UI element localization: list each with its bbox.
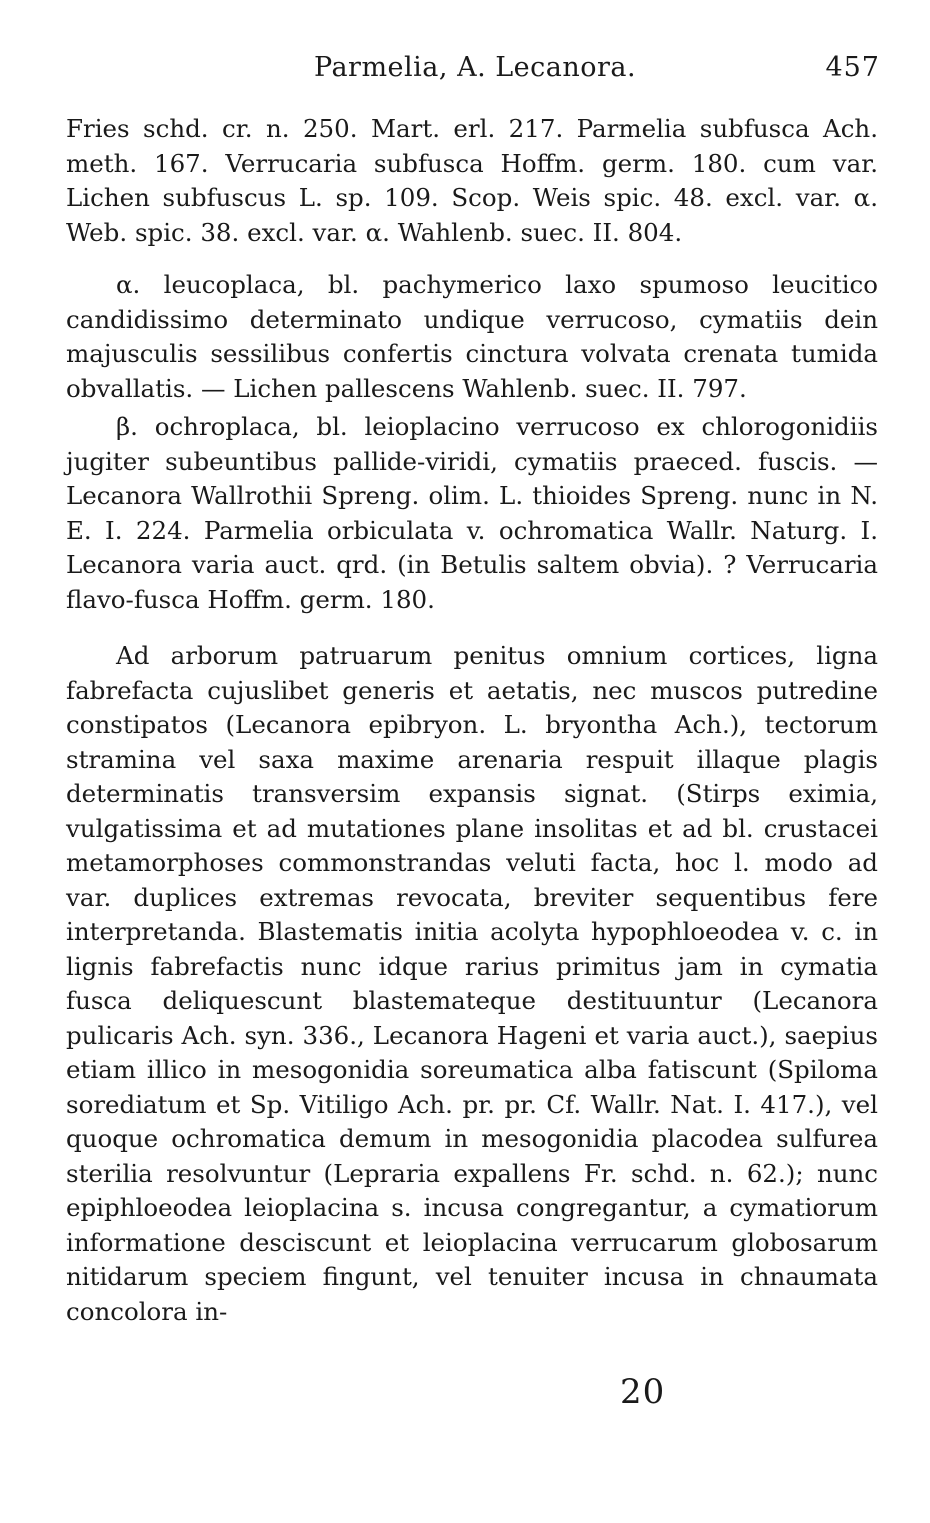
synonymy-block: Fries schd. cr. n. 250. Mart. erl. 217. Parmelia subfusca Ach. meth. 167. Verrucaria subfusca Hoffm. germ. 180. cum var. Lichen subfuscus L. sp. 109. Scop. Weis spic. 48. excl. var. α. Web. spic. 38. excl. var. α. Wahlenb. suec. II. 804. — [66, 114, 878, 247]
page-header — [66, 52, 880, 92]
body-text — [66, 112, 878, 1329]
running-title: Parmelia, A. Lecanora. — [314, 52, 637, 83]
main-paragraph: Ad arborum patruarum penitus omnium cortices, ligna fabrefacta cujuslibet generis et aetatis, nec muscos putredine constipatos (Lecanora epibryon. L. bryontha Ach.), tectorum stramina vel saxa maxime arenaria respuit illaque plagis determinatis transversim expansis signat. (Stirps eximia, vulgatissima et ad mutationes plane insolitas et ad bl. crustacei metamorphoses commonstrandas veluti facta, hoc l. modo ad var. duplices extremas revocata, breviter sequentibus fere interpretanda. Blastematis initia acolyta hypophloeodea v. c. in lignis fabrefactis nunc idque rarius primitus jam in cymatia fusca deliquescunt blastemateque destituuntur (Lecanora pulicaris Ach. syn. 336., Lecanora Hageni et varia auct.), saepius etiam illico in mesogonidia soreumatica alba fatiscunt (Spiloma sorediatum et Sp. Vitiligo Ach. pr. pr. Cf. Wallr. Nat. I. 417.), vel quoque ochromatica demum in mesogonidia placodea sulfurea sterilia resolvuntur (Lepraria expallens Fr. schd. n. 62.); nunc epiphloeodea leioplacina s. incusa congregantur, a cymatiorum informatione desciscunt et leioplacina verrucarum globosarum nitidarum speciem fingunt, vel tenuiter incusa in chnaumata concolora in- — [66, 641, 878, 1326]
variety-alpha: α. leucoplaca, bl. pachymerico laxo spumoso leucitico candidissimo determinato undique verrucoso, cymatiis dein majusculis sessilibus confertis cinctura volvata crenata tumida obvallatis. — Lichen pallescens Wahlenb. suec. II. 797. — [66, 270, 878, 403]
page-number: 457 — [825, 52, 880, 83]
variety-beta: β. ochroplaca, bl. leioplacino verrucoso ex chlorogonidiis jugiter subeuntibus pallide-viridi, cymatiis praeced. fuscis. — Lecanora Wallrothii Spreng. olim. L. thioides Spreng. nunc in N. E. I. 224. Parmelia orbiculata v. ochromatica Wallr. Naturg. I. Lecanora varia auct. qrd. (in Betulis saltem obvia). ? Verrucaria flavo-fusca Hoffm. germ. 180. — [66, 412, 878, 614]
signature-mark: 20 — [620, 1372, 666, 1412]
